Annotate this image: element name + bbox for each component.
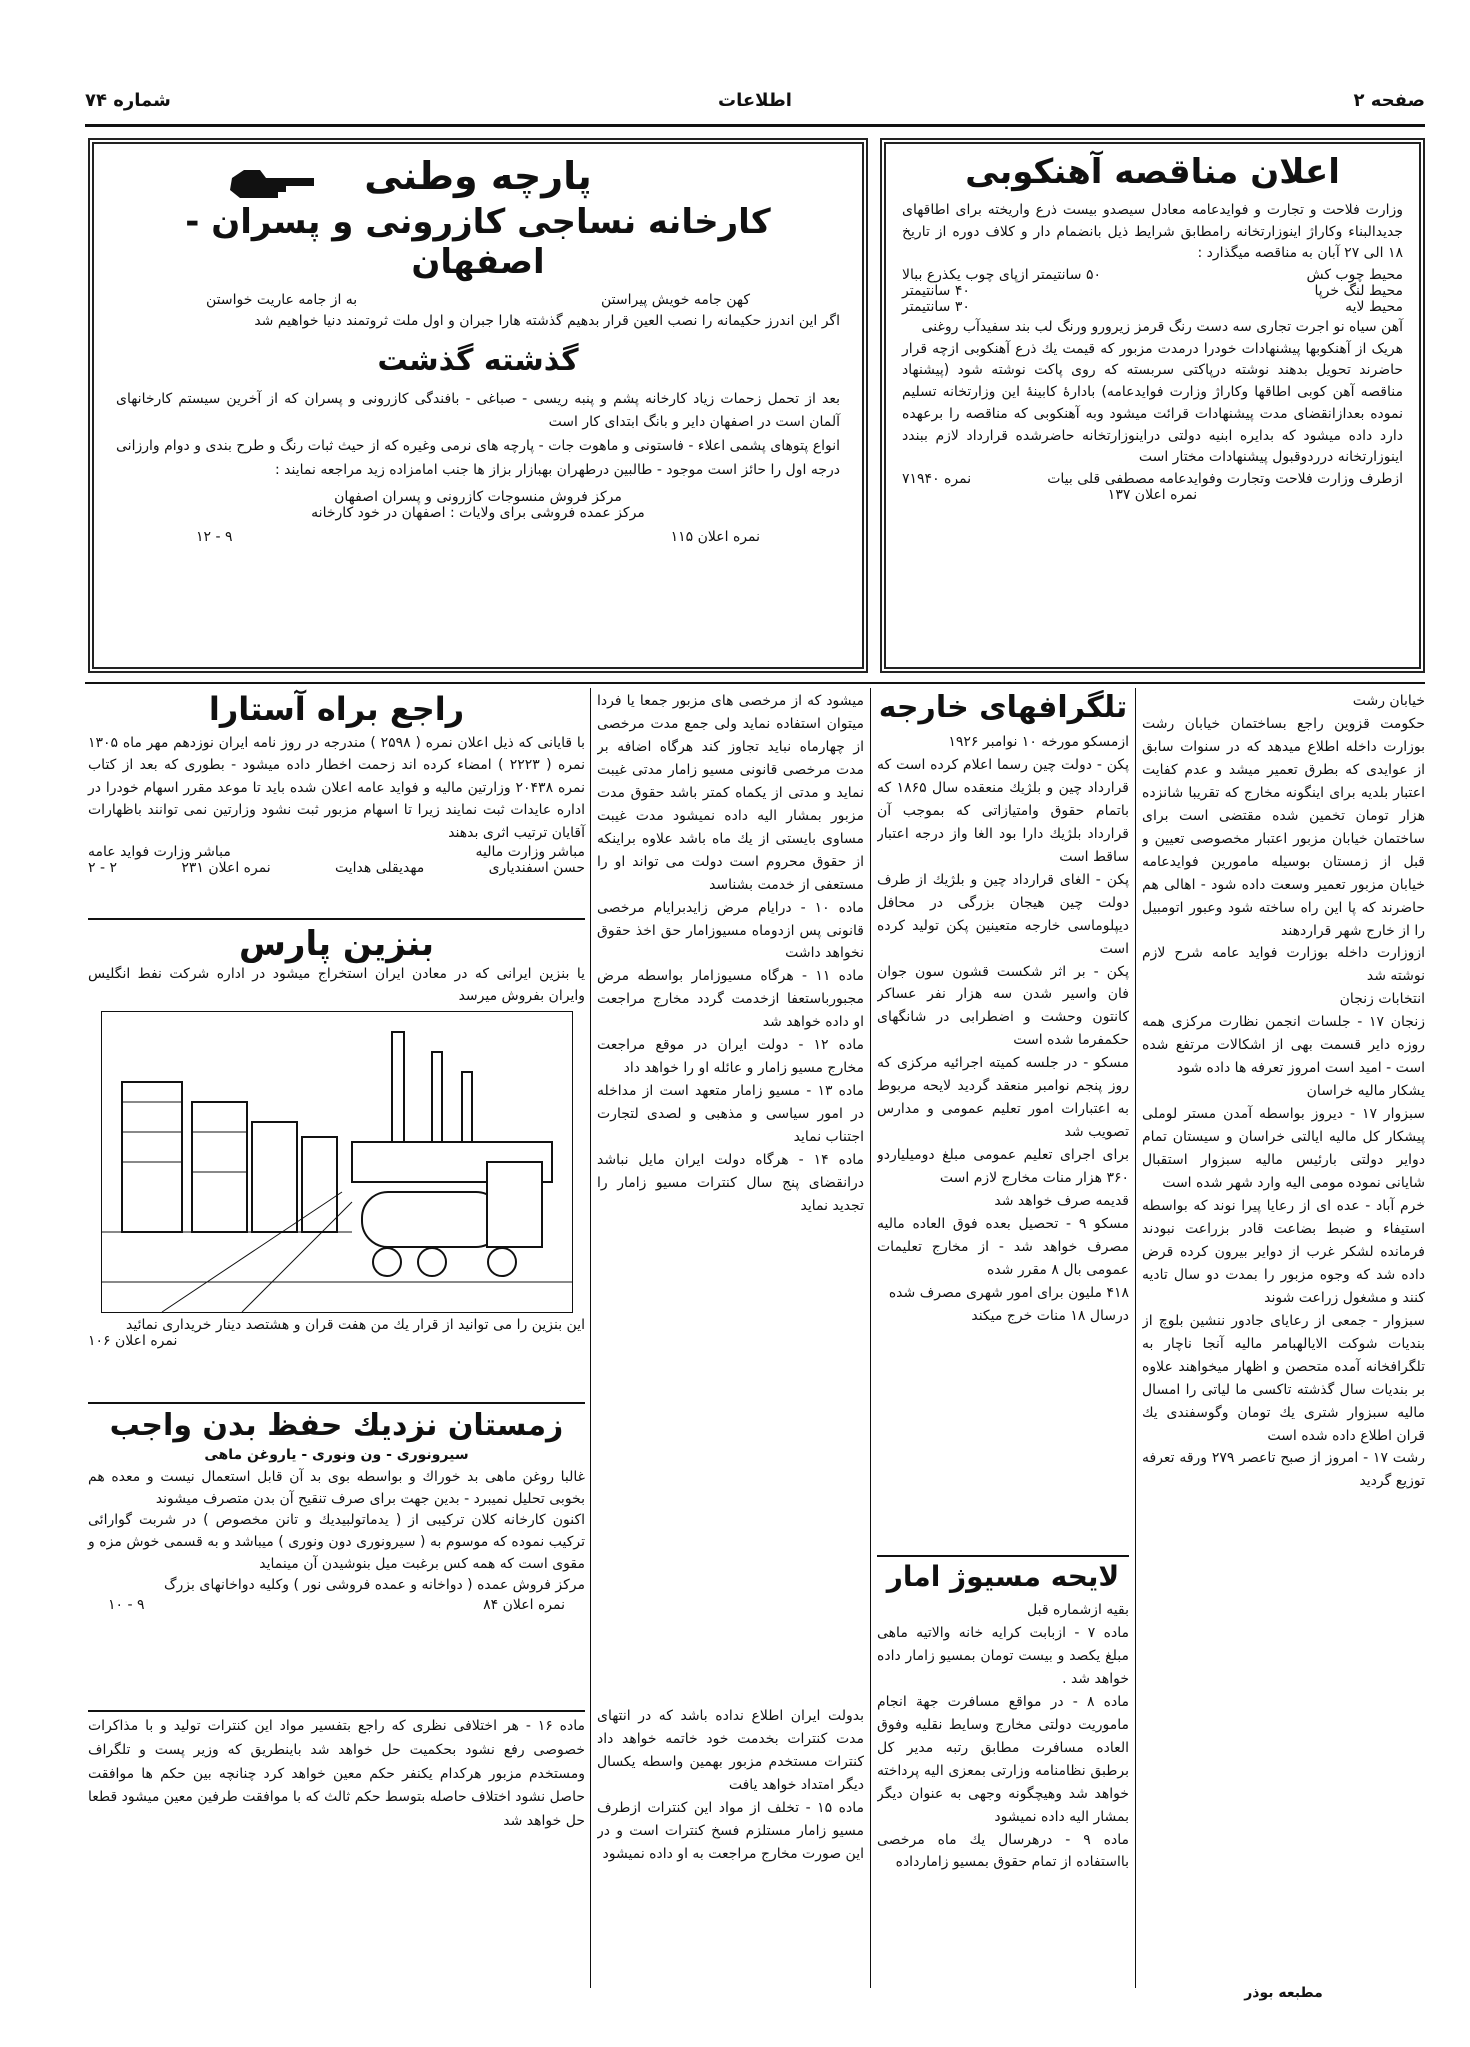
ad-steel-item: محیط لنگ خرپا ۴۰ سانتیمتر: [902, 283, 1403, 300]
ad-steel-intro: وزارت فلاحت و تجارت و فوایدعامه معادل سیصدو بیست ذرع واریخته برای اطاقهای جدیدالبناء وکاراژ اینوزارتخانه رامطابق شرایط ذیل بانضمام دار و کلاف دوره از تاریخ ۱۸ الی ۲۷ آبان به مناقصه میگذارد :: [902, 202, 1403, 262]
masthead-rule: [85, 124, 1425, 127]
ad-textile-subtitle: گذشته گذشت: [377, 342, 579, 378]
ad-winter-subtitle: سیرونوری - ون ونوری - یاروغن ماهی: [204, 1447, 469, 1463]
column-rule: [1135, 688, 1136, 1988]
ad-astara-name-left: مهدیقلی هدایت: [334, 859, 425, 876]
press-name: مطبعه بوذر: [1244, 1985, 1323, 2001]
ad-winter-code: ۹ - ۱۰: [108, 1597, 145, 1614]
ad-benzin-desc: یا بنزین ایرانی که در معادن ایران استخراج میشود در اداره شرکت نفط انگلیس وایران بفروش میرسد: [88, 966, 585, 1004]
ad-steel-item: محیط چوب کش ۵۰ سانتیمتر ازپای چوب یکذرع ببالا: [902, 267, 1403, 284]
column-zamar-law: [877, 1560, 1129, 1985]
ad-steel-tender: [880, 138, 1425, 673]
refinery-illustration: [101, 1011, 573, 1313]
ad-textile-code: ۹ - ۱۲: [196, 528, 233, 545]
ad-astara-title: راجع براه آستارا: [208, 690, 465, 728]
ad-steel-number: نمره ۷۱۹۴۰: [902, 470, 972, 487]
column-law-bottom: [597, 1705, 864, 1985]
pointing-hand-icon: [226, 164, 316, 204]
ad-textile-company: کارخانه نساجی کازرونی و پسران - اصفهان: [185, 202, 771, 282]
ad-textile-title: پارچه وطنی: [364, 154, 592, 198]
column-domestic-news: [1142, 690, 1425, 1980]
ad-benzin-title: بنزین پارس: [238, 924, 435, 964]
paper-name: اطلاعات: [718, 90, 792, 111]
telegraphs-title: تلگرافهای خارجه: [878, 690, 1128, 725]
column-rule: [870, 688, 871, 1988]
ad-textile-verse: کهن جامه خویش پیراستن به از جامه عاریت خواستن: [206, 292, 750, 308]
ad-benzin-number: نمره اعلان ۱۰۶: [88, 1333, 178, 1350]
law-bottom-text: بدولت ایران اطلاع نداده باشد که در انتهای مدت کنترات بخدمت خود خاتمه خواهد داد کنترات مستخدم مزبور بهمین واسطه یکسال دیگر امتداد خواهد یافت ماده ۱۵ - تخلف از مواد این کنترات ازطرف مسیو زامار مستلزم فسخ کنترات است و در این صورت مخارج مراجعت به او داده نمیشود: [597, 1708, 864, 1862]
ad-astara-body: با قایانی که ذیل اعلان نمره ( ۲۵۹۸ ) مندرجه در روز نامه ایران نوزدهم مهر ماه ۱۳۰۵ نمره ( ۲۲۲۳ ) امضاء کرده اند زحمت اخطار داده میشود - بطوری که بعد از کتاب نمره ۲۰۴۳۸ وزارتین مالیه و فواید عامه اعلان شده باید تا موعد مقرر اسهام خودرا در اداره عایدات ثبت نمایند زیرا تا اسهام مزبور ثبت نشود وزارتین نمی توانند باظهارات آقایان ترتیب اثری بدهند: [88, 735, 586, 841]
law-continued-text: میشود که از مرخصی های مزبور جمعا یا فردا میتوان استفاده نماید ولی جمع مدت مرخصی از چهارماه نباید تجاوز کند هرگاه اضافه بر مدت مرخصی قانونی مسیو زامار مدتی غیبت نماید و مدتی از یکماه کمتر باشد حقوق مدت مزبور بمشار الیه داده نمیشود مدت غیبت مساوی بایستی از یك ماه باشد علاوه براینکه از حقوق محروم است دولت می تواند او را مستعفی از خدمت بشناسد ماده ۱۰ - درایام مرض زایدبرایام مرخصی قانونی پس ازدوماه مسیوزامار حق اخذ حقوق نخواهد داشت ماده ۱۱ - هرگاه مسیوزامار بواسطه مرض مجبورباستعفا ازخدمت گردد مخارج مراجعت او داده خواهد شد ماده ۱۲ - دولت ایران در موقع مراجعت مخارج مسیو زامار و عائله او را خواهد داد ماده ۱۳ - مسیو زامار متعهد است از مداخله در امور سیاسی و مذهبی و لصدی لتجارت اجتناب نماید ماده ۱۴ - هرگاه دولت ایران مایل نباشد درانقضای پنج سال کنترات مسیو زامار را تجدید نماید: [597, 693, 864, 1214]
ad-astara-code: ۲ - ۲: [88, 859, 118, 876]
column-telegraphs: [877, 690, 1129, 1550]
masthead: [85, 86, 1425, 120]
ad-benzin-caption: این بنزین را می توانید از قرار یك من هفت قران و هشتصد دینار خریداری نمائید: [126, 1317, 585, 1334]
ad-steel-title: اعلان مناقصه آهنکوبی: [965, 152, 1340, 192]
ad-winter-body: غالبا روغن ماهی بد خوراك و بواسطه بوی بد آن قابل استعمال نیست و معده هم بخوبی تحلیل نمیبرد - بدین جهت برای صرف تنقیح آن بدن متصرف میشوند اکنون کارخانه کلان ترکیبی از ( یدماتولبیدیك و تانن مخصوص ) در شربت گوارائی ترکیب نموده که موسوم به ( سیرونوری دون ونوری ) میباشد و به قسمی خوش مزه و مقوی است که همه کس برغبت میل بنوشیدن آن مینماید مرکز فروش عمده ( دواخانه و عمده فروشی نور ) وکلیه دواخانهای بزرگ: [88, 1469, 585, 1594]
column-rule: [590, 688, 591, 1988]
ad-astara-name-right: حسن اسفندیاری: [488, 859, 585, 876]
ad-astara-number: نمره اعلان ۲۳۱: [181, 859, 271, 876]
ad-winter: [88, 1408, 585, 1708]
ad-astara-sig-left: مباشر وزارت فواید عامه: [88, 843, 231, 860]
ad-benzin-pars: [88, 924, 585, 1399]
ad-steel-items: [902, 267, 1403, 315]
zamar-law-text: بقیه ازشماره قبل ماده ۷ - ازبابت کرایه خانه والاتیه ماهی مبلغ یکصد و بیست تومان بمسیو زامار داده خواهد شد . ماده ۸ - در مواقع مسافرت جهة انجام ماموریت دولتی مخارج وسایط نقلیه وفوق العاده مسافرت مطابق رتبه مدیر کل برطبق نظامنامه وزارتی بمعزی الیه پرداخته خواهد شد وهیچگونه وجهی به عنوان دیگر بمشار الیه داده نمیشود ماده ۹ - درهرسال یك ماه مرخصی بااستفاده از تمام حقوق بمسیو زامارداده: [877, 1602, 1129, 1871]
section-rule: [88, 1710, 585, 1712]
zamar-law-title: لایحه مسیوژ امار: [886, 1560, 1120, 1593]
arbitration-text: ماده ۱۶ - هر اختلافی نظری که راجع بتفسیر مواد این کنترات تولید و با مذاکرات خصوصی رفع نشود بحکمیت حل خواهد شد باینطریق که وزیر پست و تلگراف ومستخدم مزبور هرکدام یکنفر حکم معین خواهد کرد چنانچه بین حکم ها موافقت حاصل نشود اختلاف حاصله بتوسط حکم ثالث که با موافقت طرفین معین میشود قطعا حل خواهد شد: [88, 1718, 585, 1830]
ad-winter-number: نمره اعلان ۸۴: [483, 1597, 565, 1614]
issue-number: شماره ۷۴: [85, 90, 171, 111]
ad-winter-title: زمستان نزدیك حفظ بدن واجب: [109, 1408, 564, 1443]
ad-textile-intro: اگر این اندرز حکیمانه را نصب العین قرار بدهیم گذشته هارا جبران و اول ملت ثروتمند دنیا خواهیم شد: [254, 313, 840, 329]
section-rule: [877, 1555, 1129, 1557]
column-arbitration: [88, 1715, 585, 1985]
ad-astara: [88, 690, 585, 915]
ad-steel-body: آهن سیاه نو اجرت تجاری سه دست رنگ قرمز زیرورو ورنگ لب بند سفیدآب روغنی هریک از آهنکوبها پیشنهادات خودرا درمدت مزبور که قیمت یك ذرع آهنکوبی ازچه قرار حاضرند تحویل بدهند نوشته درپاکتی سربسته که روی پاکت نوشته شود (پیشنهاد مناقصه آهن کوبی اطاقها وکاراژ وزارت فوایدعامه) بادارۀ کابینۀ این وزارتخانه تسلیم نموده بعدازانقضای مدت پیشنهادات قرائت میشود وبه آهنکوبی که مناقصه را برعهده دارد داده میشود که بدایره ابنیه دولتی دراینوزارتخانه حاضرشده قرارداد لازم ببندد اینوزارتخانه درردوقبول پیشنهادات مختار است: [902, 319, 1403, 466]
telegraphs-text: ازمسکو مورخه ۱۰ نوامبر ۱۹۲۶ پکن - دولت چین رسما اعلام کرده است که قرارداد چین و بلژیك منعقده سال ۱۸۶۵ که باتمام حقوق وامتیازاتی که بموجب آن قرارداد بلژیك دارا بود الغا واز درجه اعتبار ساقط است پکن - الغای قرارداد چین و بلژیك از طرف دولت چین هیجان بزرگی در محافل دیپلوماسی خارجه متعینین پکن تولید کرده است پکن - بر اثر شکست قشون سون جوان فان واسیر شدن سه هزار نفر عساکر کانتون وحشت و اضطرابی در شانگهای حکمفرما شده است مسکو - در جلسه کمیته اجرائیه مرکزی که روز پنجم نوامبر منعقد گردید لایحه مربوط به اعتبارات امور تعلیم عمومی و مدارس تصویب شد برای اجرای تعلیم عمومی مبلغ دومیلیاردو ۳۶۰ هزار منات مخارج لازم است قدیمه صرف خواهد شد مسکو ۹ - تحصیل بعده فوق العاده مالیه مصرف خواهد شد - از مخارج تعلیمات عمومی بال ۸ مقرر شده ۴۱۸ ملیون برای امور شهری مصرف شده درسال ۱۸ منات خرج میکند: [877, 734, 1129, 1324]
ad-textile-shop: مرکز فروش منسوجات کازرونی و پسران اصفهان: [334, 488, 622, 505]
section-rule: [85, 682, 1425, 684]
ad-textile-wholesale: مرکز عمده فروشی برای ولایات : اصفهان در خود کارخانه: [311, 504, 645, 521]
domestic-news-text: خیابان رشت حکومت قزوین راجع بساختمان خیابان رشت بوزارت داخله اطلاع میدهد که در سنوات سابق از عوایدی که بطرق تعمیر میشد و عدم کفایت اعتبار بلدیه برای اینگونه مخارج که تقریبا شانزده هزار تومان تخمین شده مقتضی است برای ساختمان خیابان مزبور اعتبار مخصوصی تعیین و قبل از زمستان بوسیله مامورین فوایدعامه خیابان مزبور تعمیر وسعت داده شود - اهالی هم حاضرند که پا این راه ساخته شود وعبور اتومبیل را از خارج شهر قراردهند ازوزارت داخله بوزارت فواید عامه شرح لازم نوشته شد انتخابات زنجان زنجان ۱۷ - جلسات انجمن نظارت مرکزی همه روزه دایر قسمت بهی از اشکالات مرتفع شده است - امید است امروز تعرفه ها داده شود یشکار مالیه خراسان سبزوار ۱۷ - دیروز بواسطه آمدن مستر لوملی پیشکار کل مالیه ایالتی خراسان و سیستان تمام دوایر دولتی بارئیس مالیه سبزوار استقبال شایانی نموده مومی الیه وارد شهر شده است خرم آباد - عده ای از رعایا پیرا نوند که بواسطه استیفاء و ضبط بضاعت قادر بزراعت نبودند فرمانده لشکر غرب از دوایر بیرون کرده قرض داده شد که وجوه مزبور را بمدت دو سال تادیه کنند و مشغول زراعت شوند سبزوار - جمعی از رعایای جادور ننشین بلوچ از بندیات شوکت الایالهبامر مالیه آنجا ناچار به تلگرافخانه آمده متحصن و اظهار میخواهند علاوه بر بندیات سال گذشته تاکسی ما لیاتی را امسال مالیه سبزوار شتری یك تومان وگوسفندی یك قران اطلاع داده شده است رشت ۱۷ - امروز از صبح تاعصر ۲۷۹ ورقه تعرفه توزیع گردید: [1142, 693, 1425, 1490]
page-number: صفحه ۲: [1353, 90, 1425, 111]
section-rule: [88, 1402, 585, 1404]
section-rule: [88, 918, 585, 920]
column-law-continued: [597, 690, 864, 1700]
ad-astara-sig-right: مباشر وزارت مالیه: [475, 843, 585, 860]
ad-steel-item: محیط لایه ۳۰ سانتیمتر: [902, 299, 1403, 316]
ad-textile-body: بعد از تحمل زحمات زیاد کارخانه پشم و پنبه ریسی - صباغی - بافندگی کازرونی و پسران که از آخرین سیستم کارخانهای آلمان است در اصفهان دایر و بانگ ابتدای کار است انواع پتوهای پشمی اعلاء - فاستونی و ماهوت جات - پارچه های نرمی وغیره که از حیث ثبات رنگ و طرح بندی و دوام وارزانی درجه اول را حائز است موجود - طالبین درطهران بهبازار بزاز ها جنب امامزاده زید مراجعه نمایند :: [116, 390, 840, 479]
ad-textile: [88, 138, 868, 673]
ad-textile-number: نمره اعلان ۱۱۵: [670, 528, 760, 545]
ad-steel-ad-number: نمره اعلان ۱۳۷: [1107, 486, 1198, 503]
ad-steel-signature: ازطرف وزارت فلاحت وتجارت وفوایدعامه مصطفی قلی بیات: [1047, 470, 1403, 487]
